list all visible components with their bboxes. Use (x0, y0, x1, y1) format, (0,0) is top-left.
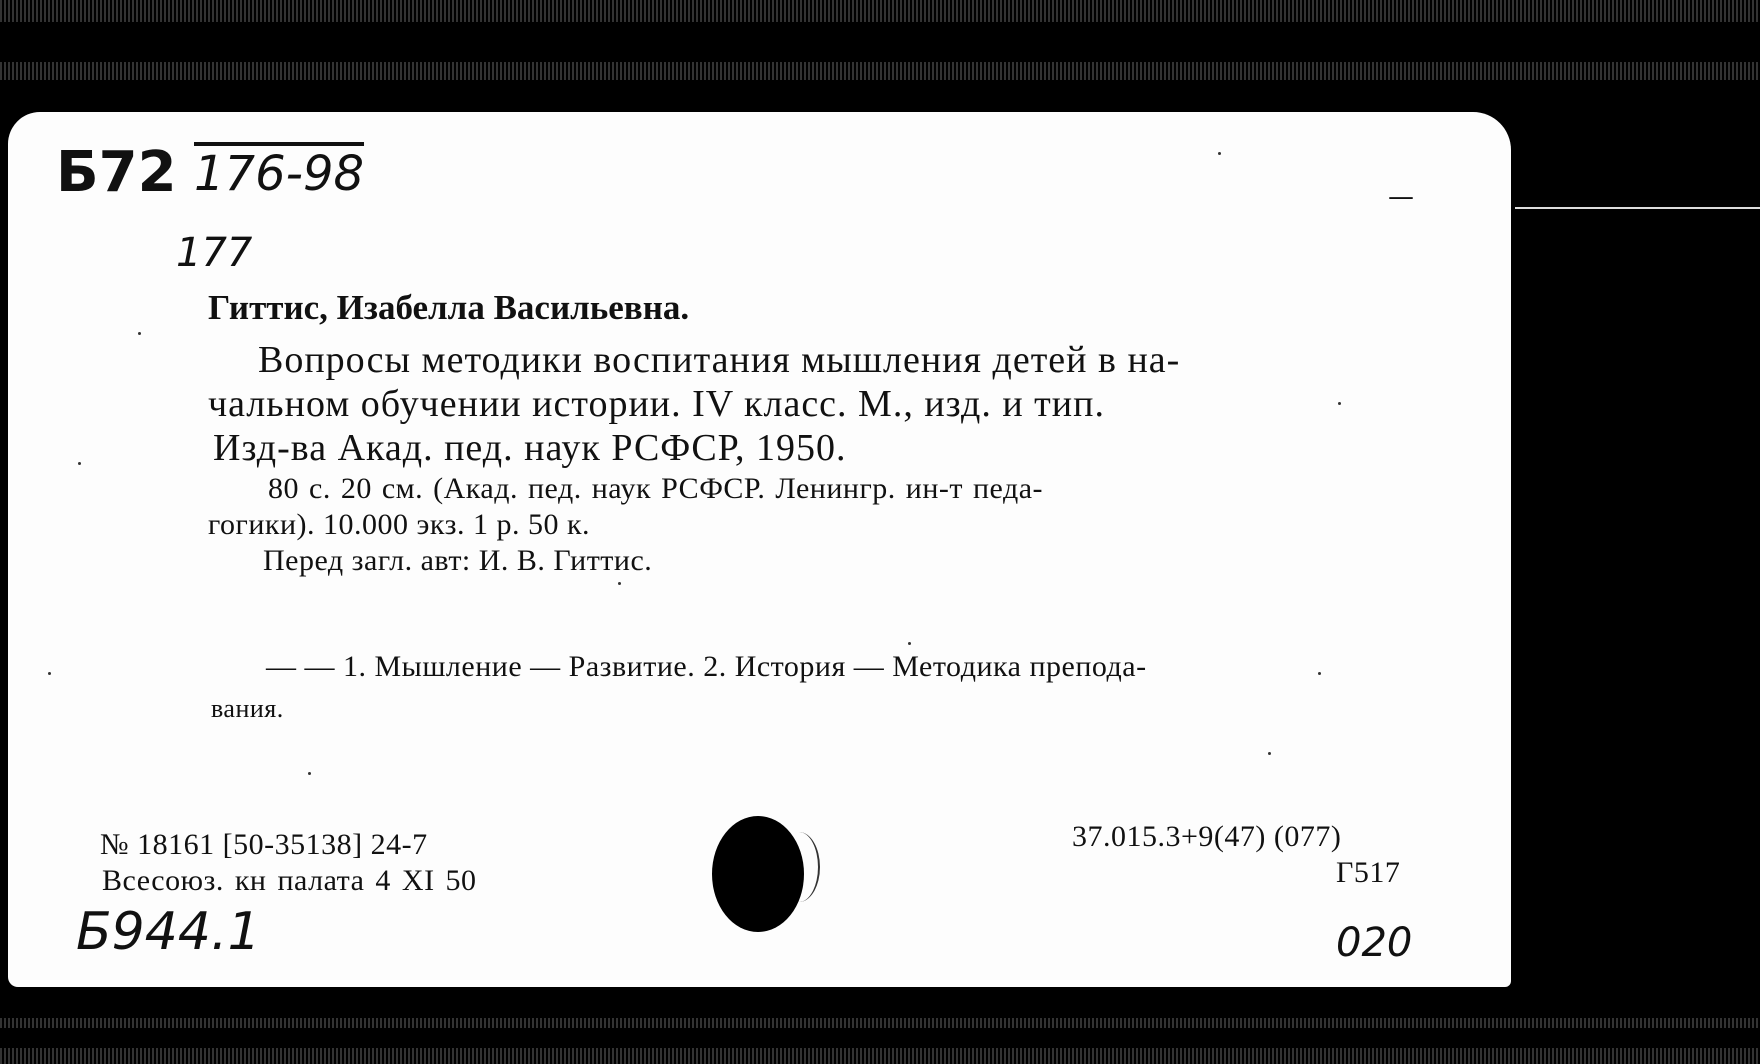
title-line-1: Вопросы методики воспитания мышления детей в на- (258, 339, 1181, 381)
handwritten-range: 176-98 (194, 146, 365, 202)
scan-band-top (0, 0, 1760, 22)
handwritten-bottom-left: Б944.1 (76, 902, 261, 962)
title-line-2: чальном обучении истории. IV класс. М., изд. и тип. (208, 383, 1105, 425)
speck (1218, 152, 1221, 155)
description-line-1: 80 с. 20 см. (Акад. пед. наук РСФСР. Ленингр. ин-т педа- (268, 472, 1044, 505)
speck (48, 672, 51, 675)
subjects-line-2: вания. (211, 694, 284, 723)
scan-band-bottom (0, 1018, 1760, 1028)
speck (138, 332, 141, 335)
corner-mark: — (1388, 182, 1414, 212)
scan-line-right (1515, 207, 1760, 209)
scan-band-top-2 (0, 62, 1760, 80)
description-line-2: гогики). 10.000 экз. 1 р. 50 к. (208, 508, 591, 541)
title-line-3: Изд-ва Акад. пед. наук РСФСР, 1950. (213, 427, 847, 469)
speck (78, 462, 81, 465)
speck (1268, 752, 1271, 755)
subjects-line-1: — — 1. Мышление — Развитие. 2. История — Методика препода- (266, 650, 1147, 683)
speck (308, 772, 311, 775)
author-heading: Гиттис, Изабелла Васильевна. (208, 288, 690, 327)
udc-classification: 37.015.3+9(47) (077) (1072, 820, 1342, 853)
speck (618, 582, 621, 585)
speck (1338, 402, 1341, 405)
speck (1318, 672, 1321, 675)
book-chamber-line: Всесоюз. кн палата 4 XI 50 (102, 864, 477, 897)
card-number-line: № 18161 [50-35138] 24-7 (100, 828, 428, 861)
punch-hole-edge (778, 832, 820, 902)
catalog-card (8, 112, 1511, 987)
cutter-number: Г517 (1336, 856, 1401, 889)
handwritten-bottom-right: 020 (1336, 920, 1413, 966)
handwritten-call-number: Б72 (56, 140, 177, 205)
scan-band-bottom-2 (0, 1048, 1760, 1064)
note-line: Перед загл. авт: И. В. Гиттис. (263, 544, 653, 577)
speck (908, 642, 911, 645)
handwritten-sub-number: 177 (176, 230, 253, 276)
